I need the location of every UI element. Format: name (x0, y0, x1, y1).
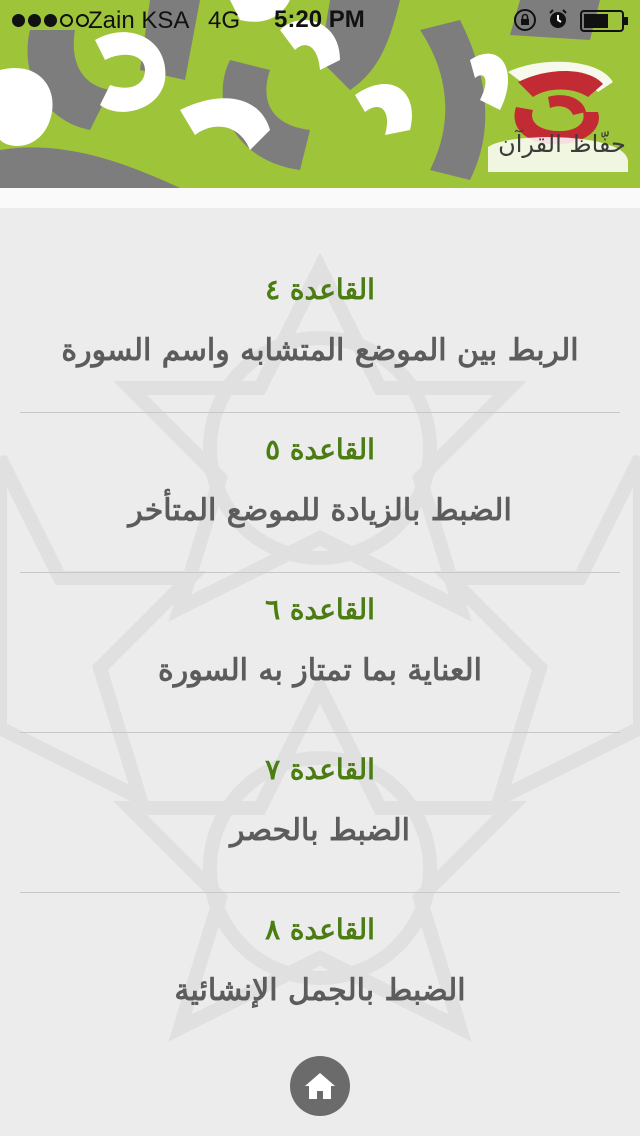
rule-description: الربط بين الموضع المتشابه واسم السورة (61, 333, 579, 368)
battery-icon (580, 10, 630, 32)
home-icon (303, 1071, 337, 1101)
network-type: 4G (208, 7, 241, 34)
rule-item-8[interactable] (20, 893, 620, 1052)
header-divider (0, 188, 640, 208)
rule-description: الضبط بالزيادة للموضع المتأخر (128, 493, 512, 528)
rule-item-4[interactable] (20, 253, 620, 413)
logo-text: حفّاظ القرآن (498, 130, 626, 158)
home-button[interactable] (290, 1056, 350, 1116)
rules-list (20, 253, 620, 1052)
rule-description: الضبط بالجمل الإنشائية (174, 973, 466, 1008)
rule-title: القاعدة ٦ (265, 593, 375, 626)
rule-description: الضبط بالحصر (229, 813, 411, 848)
signal-strength-icon (12, 8, 89, 32)
status-time: 5:20 PM (274, 6, 365, 33)
rotation-lock-icon (513, 8, 537, 32)
rule-item-5[interactable] (20, 413, 620, 573)
rule-title: القاعدة ٥ (265, 433, 375, 466)
header-banner (0, 0, 640, 188)
status-bar (0, 0, 640, 40)
alarm-icon (547, 8, 569, 30)
rule-description: العناية بما تمتاز به السورة (158, 653, 482, 688)
rule-title: القاعدة ٧ (265, 753, 375, 786)
carrier-name: Zain KSA (88, 7, 190, 34)
rule-title: القاعدة ٨ (265, 913, 375, 946)
rule-item-7[interactable] (20, 733, 620, 893)
rules-content (0, 208, 640, 1136)
rule-item-6[interactable] (20, 573, 620, 733)
rule-title: القاعدة ٤ (265, 273, 375, 306)
